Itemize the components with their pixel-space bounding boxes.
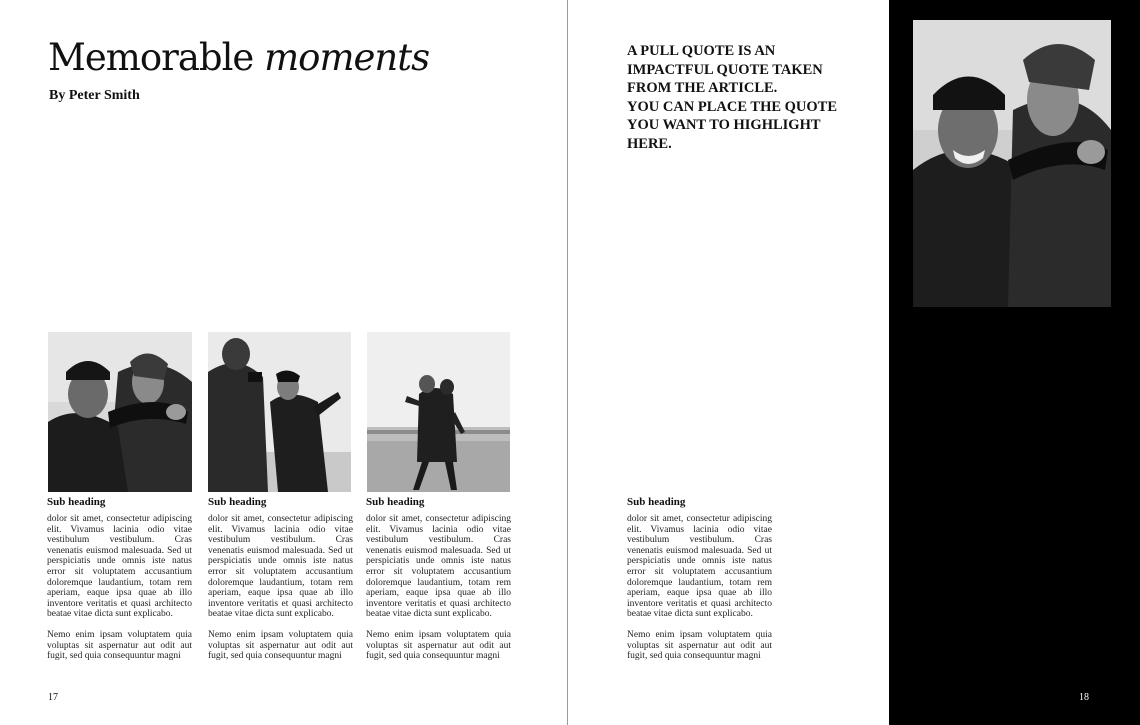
page-number-right: 18 [1079,692,1089,703]
text-column-right [627,496,772,662]
paragraph: dolor sit amet, consectetur adipiscing elit. Vivamus lacinia odio vitae vestibulum vestibulum. Cras venenatis euismod malesuada. Sed ut perspiciatis unde omnis iste natus error sit voluptatem accusantium doloremque laudantium, totam rem aperiam, eaque ipsa quae ab illo inventore veritatis et quasi architecto beatae vitae dicta sunt explicabo. [627,514,772,620]
article-title [48,38,429,79]
text-column-2 [208,496,353,662]
byline: By Peter Smith [49,88,140,103]
text-column-1 [47,496,192,662]
pull-quote [627,42,857,153]
subheading: Sub heading [366,496,425,508]
paragraph: Nemo enim ipsam voluptatem quia voluptas sit aspernatur aut odit aut fugit, sed quia consequuntur magni [208,629,353,662]
subheading: Sub heading [627,496,686,508]
paragraph: dolor sit amet, consectetur adipiscing elit. Vivamus lacinia odio vitae vestibulum vestibulum. Cras venenatis euismod malesuada. Sed ut perspiciatis unde omnis iste natus error sit voluptatem accusantium doloremque laudantium, totam rem aperiam, eaque ipsa quae ab illo inventore veritatis et quasi architecto beatae vitae dicta sunt explicabo. [366,514,511,620]
paragraph: dolor sit amet, consectetur adipiscing elit. Vivamus lacinia odio vitae vestibulum vestibulum. Cras venenatis euismod malesuada. Sed ut perspiciatis unde omnis iste natus error sit voluptatem accusantium doloremque laudantium, totam rem aperiam, eaque ipsa quae ab illo inventore veritatis et quasi architecto beatae vitae dicta sunt explicabo. [47,514,192,620]
pull-quote-line: IMPACTFUL QUOTE TAKEN [627,61,823,78]
paragraph: Nemo enim ipsam voluptatem quia voluptas sit aspernatur aut odit aut fugit, sed quia consequuntur magni [627,629,772,662]
photo-couple-walking [367,332,510,492]
pull-quote-line: A PULL QUOTE IS AN [627,43,776,59]
paragraph: Nemo enim ipsam voluptatem quia voluptas sit aspernatur aut odit aut fugit, sed quia consequuntur magni [366,629,511,662]
pull-quote-line: YOU WANT TO HIGHLIGHT [627,117,821,133]
text-column-3 [366,496,511,662]
pull-quote-line: HERE. [627,135,672,152]
photo-photographer [208,332,351,492]
pull-quote-line: FROM THE ARTICLE. [627,80,778,96]
pull-quote-line: YOU CAN PLACE THE QUOTE [627,98,838,115]
page-number-left: 17 [48,692,58,703]
photo-couple-closeup [913,20,1111,307]
title-italic: moments [264,36,430,79]
paragraph: Nemo enim ipsam voluptatem quia voluptas sit aspernatur aut odit aut fugit, sed quia consequuntur magni [47,629,192,662]
paragraph: dolor sit amet, consectetur adipiscing elit. Vivamus lacinia odio vitae vestibulum vestibulum. Cras venenatis euismod malesuada. Sed ut perspiciatis unde omnis iste natus error sit voluptatem accusantium doloremque laudantium, totam rem aperiam, eaque ipsa quae ab illo inventore veritatis et quasi architecto beatae vitae dicta sunt explicabo. [208,514,353,620]
photo-couple-hug [48,332,192,492]
subheading: Sub heading [47,496,106,508]
subheading: Sub heading [208,496,267,508]
title-main: Memorable [48,36,254,79]
